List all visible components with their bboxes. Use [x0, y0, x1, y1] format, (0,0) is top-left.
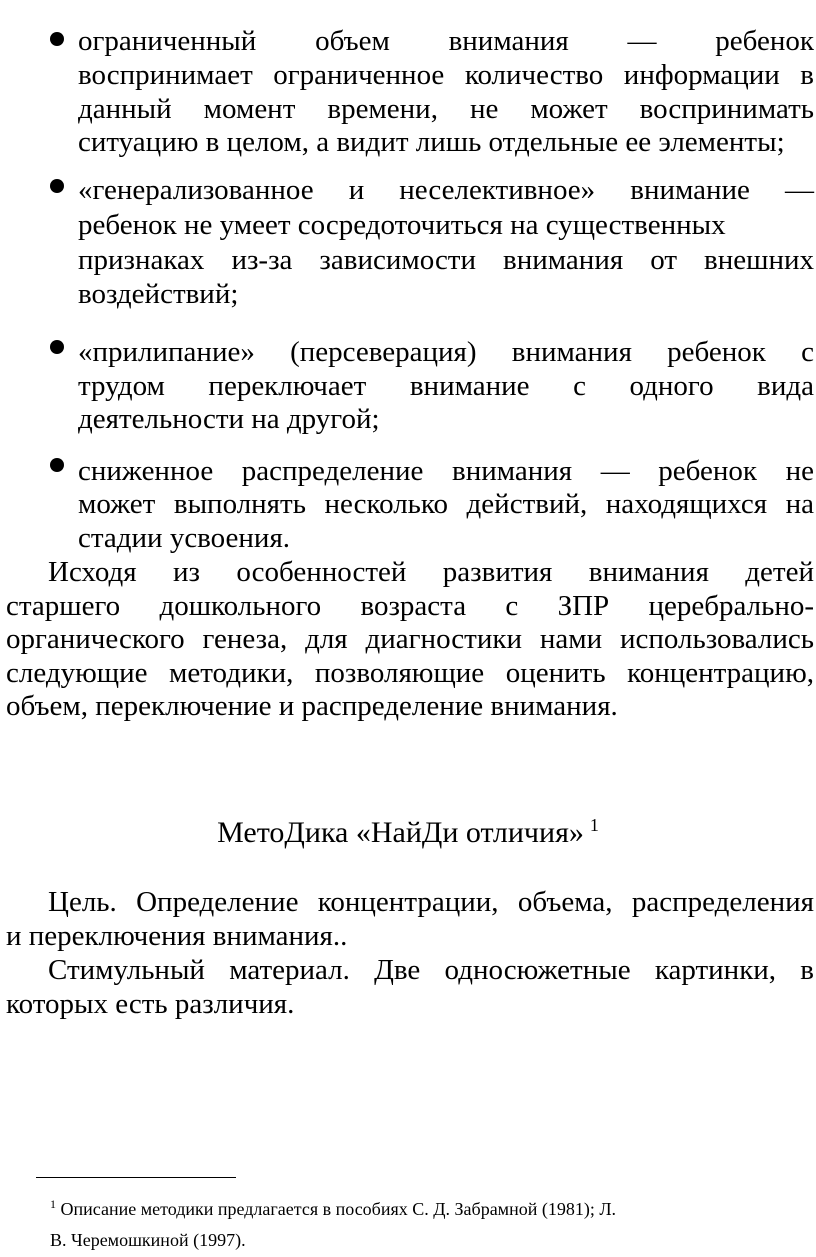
paragraph-line: объем, переключение и распределение внимания. [6, 690, 618, 722]
footnote-line [50, 1198, 810, 1220]
footnote-reference: 1 [589, 815, 599, 835]
bullet-marker [50, 32, 64, 46]
footnote-line: В. Черемошкиной (1997). [50, 1230, 246, 1250]
bullet-marker [50, 340, 64, 354]
paragraph-line: и переключения внимания.. [6, 920, 348, 952]
bullet-line: ограниченный объем внимания — ребенок [78, 25, 814, 57]
bullet-line: ситуацию в целом, а видит лишь отдельные ее элементы; [78, 126, 785, 158]
bullet-line: «генерализованное и неселективное» внимание — [78, 174, 814, 206]
bullet-line: признаках из-за зависимости внимания от внешних [78, 244, 814, 276]
bullet-line: сниженное распределение внимания — ребенок не [78, 455, 814, 487]
bullet-line: деятельности на другой; [78, 403, 380, 435]
footnote-separator [36, 1177, 236, 1178]
paragraph-line: Стимульный материал. Две односюжетные картинки, в [48, 954, 814, 986]
paragraph-line: Цель. Определение концентрации, объема, распределения [48, 886, 814, 918]
bullet-line: «прилипание» (персеверация) внимания ребенок с [78, 336, 814, 368]
bullet-line: воспринимает ограниченное количество информации в [78, 59, 814, 91]
bullet-line: может выполнять несколько действий, находящихся на [78, 488, 814, 520]
bullet-line: стадии усвоения. [78, 522, 291, 554]
bullet-marker [50, 458, 64, 472]
bullet-line: данный момент времени, не может воспринимать [78, 93, 814, 125]
bullet-marker [50, 179, 64, 193]
paragraph-line: старшего дошкольного возраста с ЗПР церебрально- [6, 590, 814, 622]
footnote-mark: 1 [50, 1197, 56, 1211]
paragraph-line: следующие методики, позволяющие оценить концентрацию, [6, 657, 814, 689]
paragraph-line: Исходя из особенностей развития внимания детей [48, 556, 814, 588]
bullet-line: воздействий; [78, 278, 239, 310]
paragraph-line: органического генеза, для диагностики нами использовались [6, 623, 814, 655]
section-heading-text: МетоДика «НайДи отличия» [217, 816, 584, 849]
paragraph-line: которых есть различия. [6, 988, 295, 1020]
section-heading [0, 816, 816, 850]
bullet-line: трудом переключает внимание с одного вида [78, 370, 814, 402]
footnote-text: Описание методики предлагается в пособиях С. Д. Забрамной (1981); Л. [60, 1199, 617, 1219]
bullet-line: ребенок не умеет сосредоточиться на существенных [78, 209, 726, 241]
